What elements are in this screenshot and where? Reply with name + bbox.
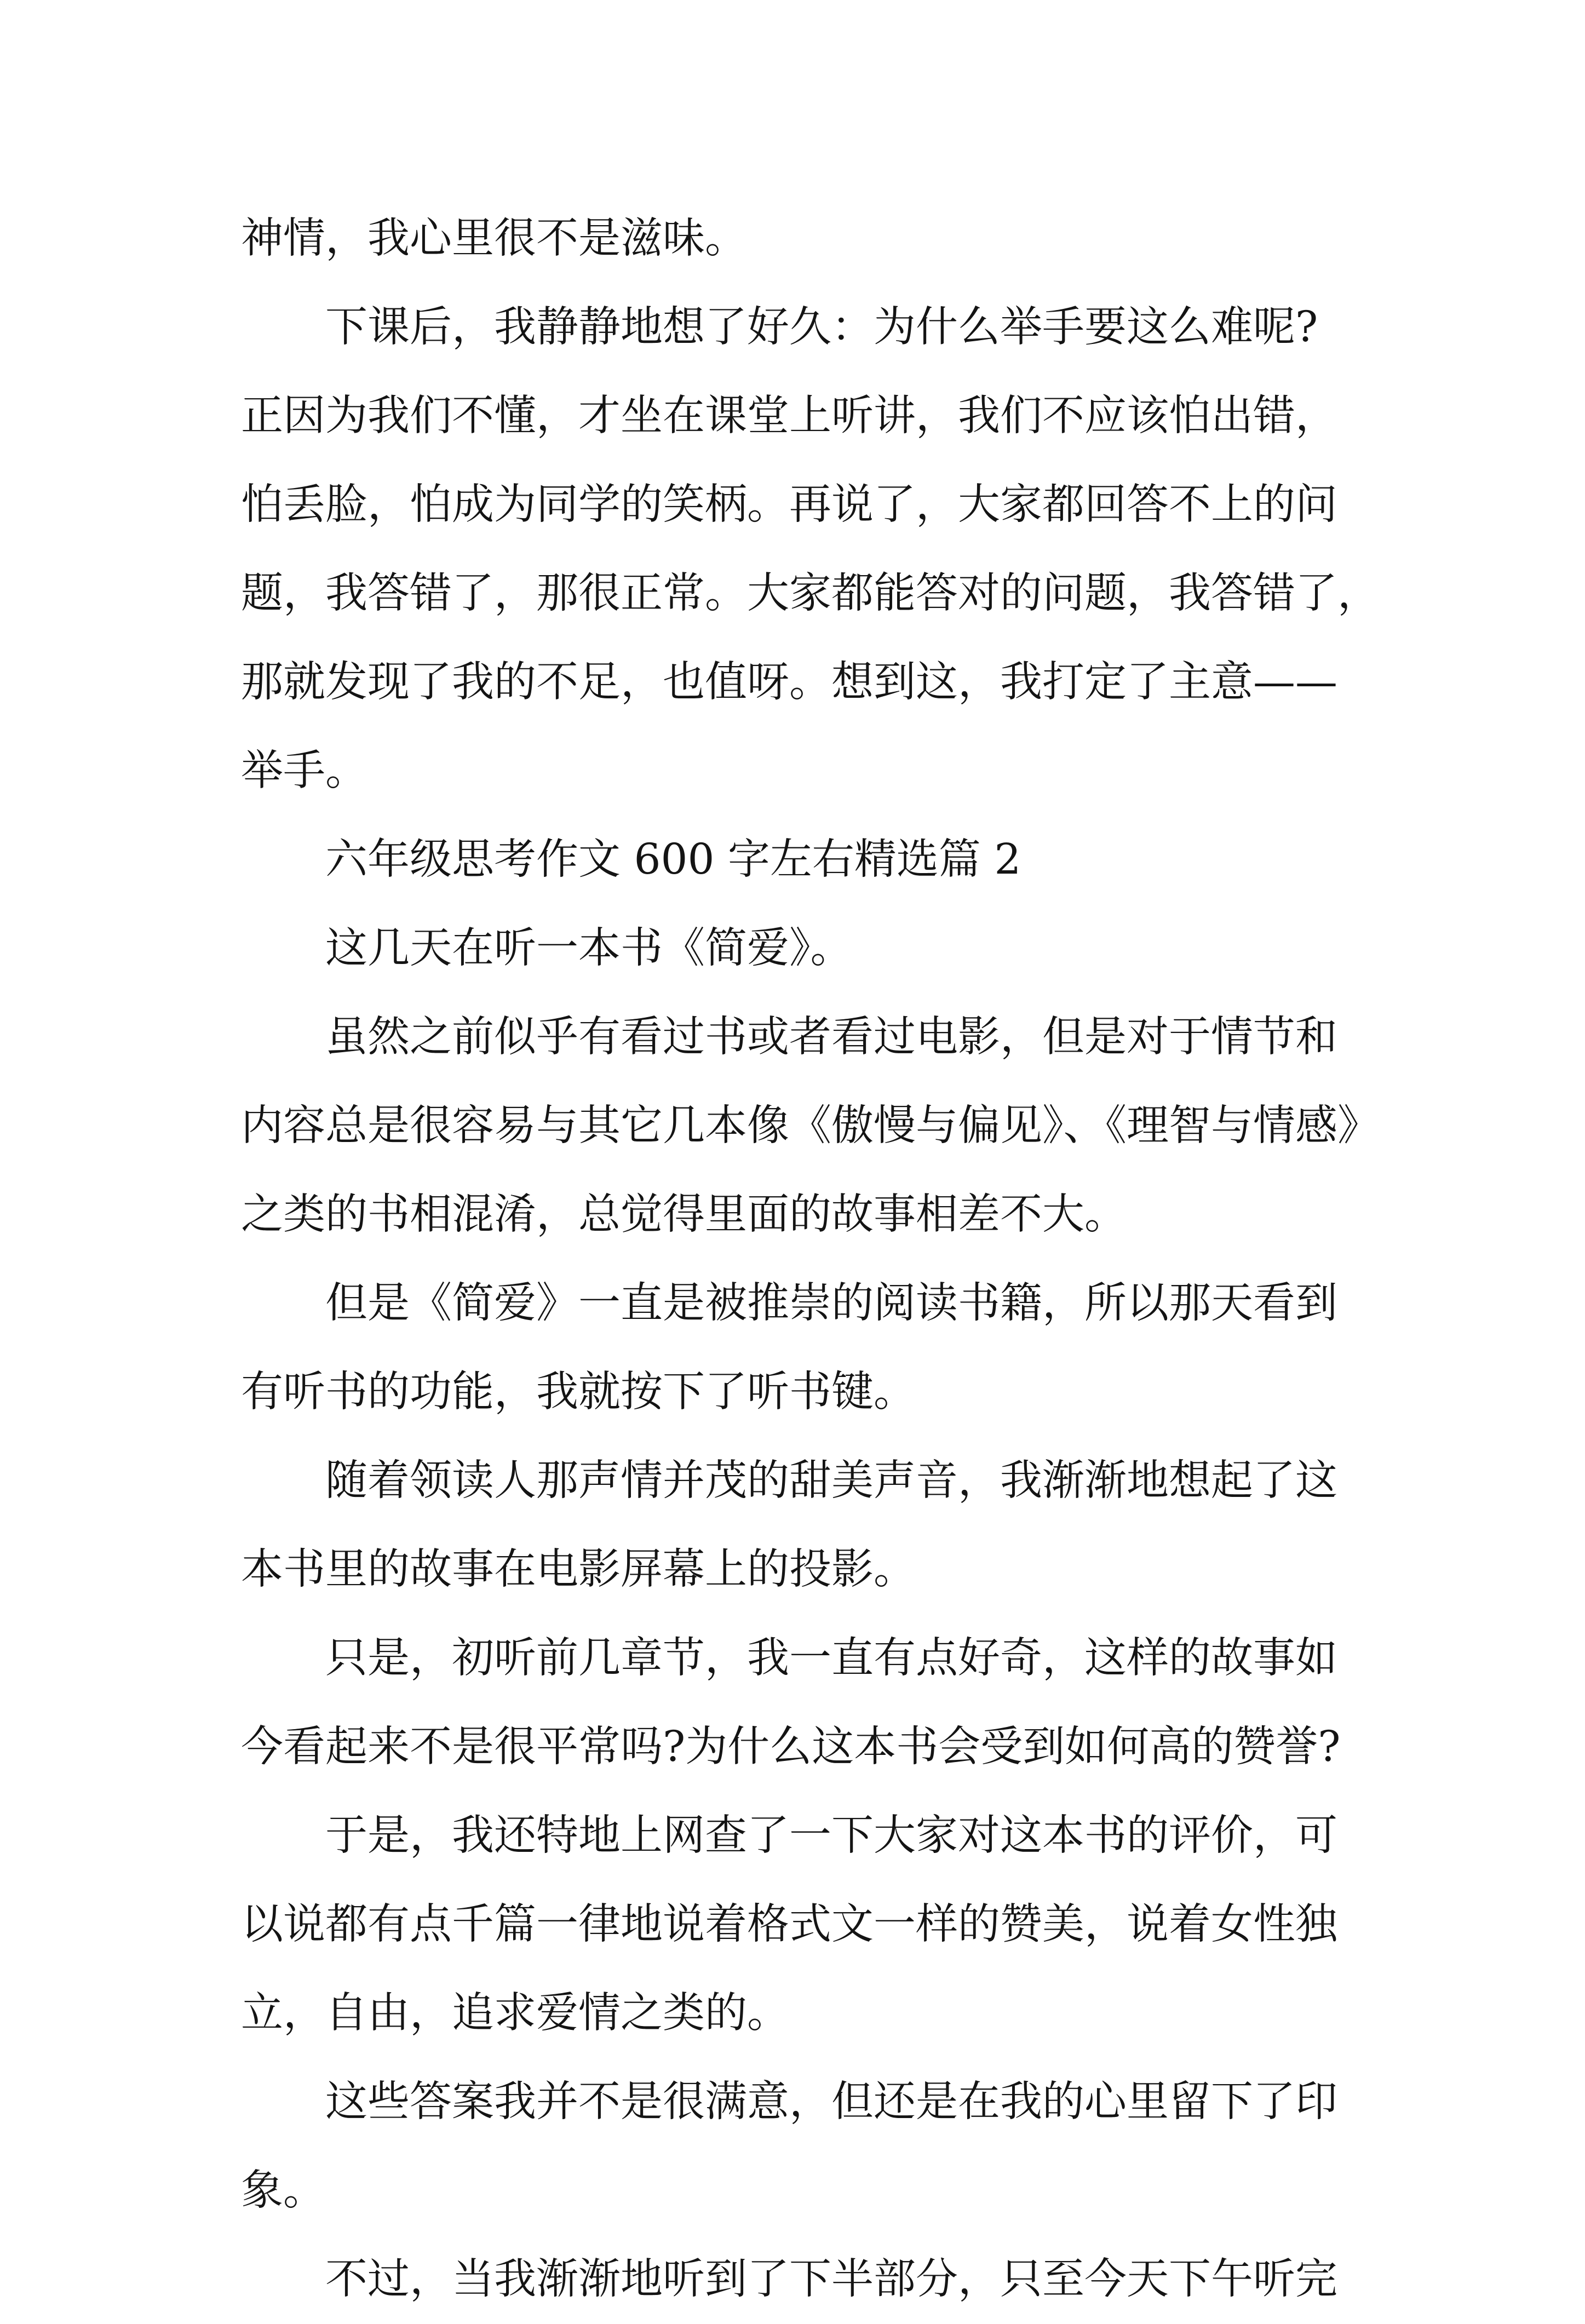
text-line: 不过，当我渐渐地听到了下半部分，只至今天下午听完 bbox=[241, 2255, 1337, 2304]
section-heading: 六年级思考作文 600 字左右精选篇 2 bbox=[241, 835, 1021, 884]
text-line: 下课后，我静静地想了好久：为什么举手要这么难呢? bbox=[241, 303, 1318, 352]
text-line: 神情，我心里很不是滋味。 bbox=[241, 214, 747, 263]
text-line: 举手。 bbox=[241, 747, 367, 795]
text-line: 随着领读人那声情并茂的甜美声音，我渐渐地想起了这 bbox=[241, 1456, 1337, 1505]
text-line: 以说都有点千篇一律地说着格式文一样的赞美，说着女性独 bbox=[241, 1900, 1337, 1949]
text-line: 但是《简爱》一直是被推崇的阅读书籍，所以那天看到 bbox=[241, 1279, 1337, 1328]
text-line: 立，自由，追求爱情之类的。 bbox=[241, 1989, 789, 2038]
text-line: 本书里的故事在电影屏幕上的投影。 bbox=[241, 1545, 916, 1594]
text-line: 这些答案我并不是很满意，但还是在我的心里留下了印 bbox=[241, 2078, 1337, 2126]
text-line: 正因为我们不懂，才坐在课堂上听讲，我们不应该怕出错， bbox=[241, 392, 1337, 440]
text-line: 之类的书相混淆，总觉得里面的故事相差不大。 bbox=[241, 1190, 1127, 1239]
text-line: 只是，初听前几章节，我一直有点好奇，这样的故事如 bbox=[241, 1634, 1337, 1683]
text-line: 今看起来不是很平常吗?为什么这本书会受到如何高的赞誉? bbox=[241, 1723, 1341, 1771]
text-line: 象。 bbox=[241, 2166, 325, 2215]
document-body bbox=[241, 194, 1380, 2324]
text-line: 于是，我还特地上网查了一下大家对这本书的评价，可 bbox=[241, 1811, 1337, 1860]
text-line: 虽然之前似乎有看过书或者看过电影，但是对于情节和 bbox=[241, 1013, 1337, 1061]
text-line: 那就发现了我的不足，也值呀。想到这，我打定了主意—— bbox=[241, 658, 1337, 707]
text-line: 有听书的功能，我就按下了听书键。 bbox=[241, 1368, 916, 1416]
text-line: 怕丢脸，怕成为同学的笑柄。再说了，大家都回答不上的问 bbox=[241, 480, 1337, 529]
text-line: 题，我答错了，那很正常。大家都能答对的问题，我答错了， bbox=[241, 569, 1380, 618]
text-line: 内容总是很容易与其它几本像《傲慢与偏见》、《理智与情感》 bbox=[241, 1101, 1380, 1150]
text-line: 这几天在听一本书《简爱》。 bbox=[241, 924, 853, 973]
